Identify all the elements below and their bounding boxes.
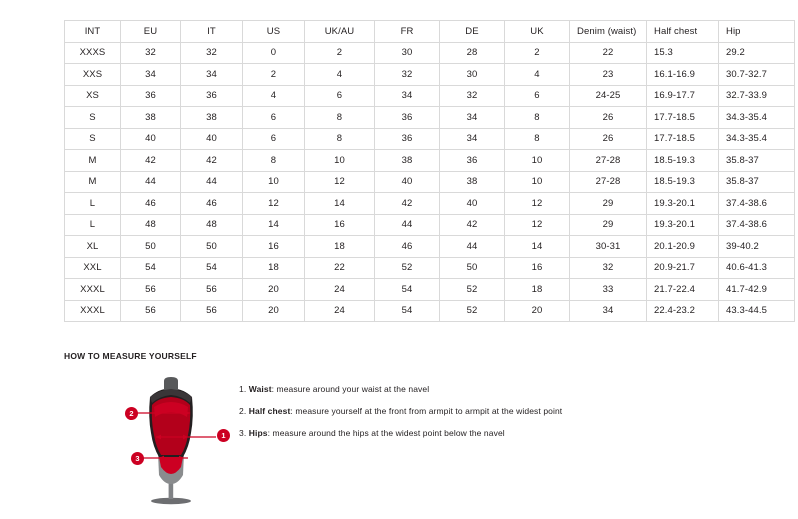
cell-fr: 52 [375,257,440,279]
cell-eu: 34 [121,64,181,86]
table-row [65,42,795,64]
cell-us: 2 [243,64,305,86]
cell-it: 50 [181,236,243,258]
cell-int: XXL [65,257,121,279]
cell-ukau: 24 [305,279,375,301]
cell-half-chest: 21.7-22.4 [647,279,719,301]
cell-hip: 37.4-38.6 [719,193,795,215]
cell-de: 42 [440,214,505,236]
cell-eu: 32 [121,42,181,64]
table-row [65,300,795,322]
cell-half-chest: 20.9-21.7 [647,257,719,279]
cell-denim: 26 [570,128,647,150]
cell-ukau: 8 [305,128,375,150]
cell-it: 48 [181,214,243,236]
cell-half-chest: 19.3-20.1 [647,214,719,236]
cell-de: 32 [440,85,505,107]
cell-it: 40 [181,128,243,150]
cell-uk: 20 [505,300,570,322]
cell-it: 56 [181,279,243,301]
measure-bullet-1: 1 [217,429,230,442]
cell-int: M [65,150,121,172]
cell-it: 38 [181,107,243,129]
column-header-int: INT [65,21,121,43]
table-row [65,85,795,107]
cell-ukau: 2 [305,42,375,64]
cell-fr: 36 [375,128,440,150]
table-row [65,214,795,236]
cell-hip: 41.7-42.9 [719,279,795,301]
table-row [65,193,795,215]
cell-hip: 37.4-38.6 [719,214,795,236]
column-header-half-chest: Half chest [647,21,719,43]
instruction-number-2: 2. [239,406,247,416]
column-header-us: US [243,21,305,43]
cell-de: 28 [440,42,505,64]
cell-fr: 40 [375,171,440,193]
cell-us: 6 [243,128,305,150]
mannequin-illustration [104,375,239,505]
table-row [65,279,795,301]
cell-us: 12 [243,193,305,215]
cell-us: 14 [243,214,305,236]
size-chart-container [64,20,768,322]
cell-int: S [65,128,121,150]
cell-it: 36 [181,85,243,107]
cell-uk: 14 [505,236,570,258]
cell-uk: 8 [505,128,570,150]
cell-ukau: 22 [305,257,375,279]
cell-de: 36 [440,150,505,172]
cell-de: 50 [440,257,505,279]
instruction-text-half-chest: : measure yourself at the front from armpit to armpit at the widest point [290,406,563,416]
cell-hip: 29.2 [719,42,795,64]
cell-eu: 56 [121,279,181,301]
cell-eu: 54 [121,257,181,279]
cell-denim: 26 [570,107,647,129]
cell-fr: 38 [375,150,440,172]
cell-uk: 16 [505,257,570,279]
cell-hip: 34.3-35.4 [719,128,795,150]
cell-eu: 50 [121,236,181,258]
cell-de: 38 [440,171,505,193]
cell-ukau: 8 [305,107,375,129]
cell-us: 18 [243,257,305,279]
instruction-text-hips: : measure around the hips at the widest point below the navel [267,428,505,438]
instruction-term-waist: Waist [248,384,272,394]
cell-it: 56 [181,300,243,322]
cell-eu: 38 [121,107,181,129]
cell-denim: 27-28 [570,171,647,193]
cell-int: L [65,193,121,215]
cell-de: 52 [440,300,505,322]
cell-eu: 46 [121,193,181,215]
cell-us: 20 [243,300,305,322]
cell-half-chest: 17.7-18.5 [647,107,719,129]
how-to-measure-body [64,375,734,505]
how-to-measure-section [64,351,734,505]
cell-de: 34 [440,128,505,150]
table-row [65,171,795,193]
cell-denim: 34 [570,300,647,322]
cell-hip: 39-40.2 [719,236,795,258]
cell-de: 52 [440,279,505,301]
cell-denim: 32 [570,257,647,279]
instruction-number-3: 3. [239,428,247,438]
measure-instruction-half-chest [239,406,709,417]
cell-denim: 29 [570,214,647,236]
cell-it: 32 [181,42,243,64]
how-to-measure-title: HOW TO MEASURE YOURSELF [64,351,197,361]
cell-de: 30 [440,64,505,86]
cell-hip: 43.3-44.5 [719,300,795,322]
measure-bullet-3: 3 [131,452,144,465]
cell-uk: 4 [505,64,570,86]
cell-fr: 42 [375,193,440,215]
cell-int: L [65,214,121,236]
cell-eu: 56 [121,300,181,322]
cell-ukau: 14 [305,193,375,215]
cell-fr: 34 [375,85,440,107]
cell-it: 44 [181,171,243,193]
cell-it: 42 [181,150,243,172]
cell-denim: 33 [570,279,647,301]
cell-hip: 35.8-37 [719,150,795,172]
cell-de: 40 [440,193,505,215]
cell-us: 8 [243,150,305,172]
table-row [65,64,795,86]
cell-ukau: 18 [305,236,375,258]
measure-instructions-list [239,384,709,450]
cell-fr: 54 [375,279,440,301]
instruction-text-waist: : measure around your waist at the navel [271,384,430,394]
cell-int: S [65,107,121,129]
cell-us: 16 [243,236,305,258]
cell-us: 0 [243,42,305,64]
cell-us: 20 [243,279,305,301]
cell-uk: 8 [505,107,570,129]
cell-half-chest: 16.9-17.7 [647,85,719,107]
table-row [65,107,795,129]
cell-eu: 44 [121,171,181,193]
cell-half-chest: 16.1-16.9 [647,64,719,86]
cell-it: 34 [181,64,243,86]
cell-us: 6 [243,107,305,129]
cell-fr: 32 [375,64,440,86]
cell-it: 46 [181,193,243,215]
column-header-uk: UK [505,21,570,43]
cell-ukau: 4 [305,64,375,86]
cell-denim: 24-25 [570,85,647,107]
cell-denim: 23 [570,64,647,86]
cell-fr: 44 [375,214,440,236]
column-header-hip: Hip [719,21,795,43]
cell-uk: 18 [505,279,570,301]
cell-denim: 27-28 [570,150,647,172]
cell-int: XXXS [65,42,121,64]
cell-eu: 40 [121,128,181,150]
cell-int: XS [65,85,121,107]
instruction-term-hips: Hips [248,428,268,438]
column-header-ukau: UK/AU [305,21,375,43]
column-header-de: DE [440,21,505,43]
cell-half-chest: 22.4-23.2 [647,300,719,322]
cell-int: M [65,171,121,193]
cell-ukau: 10 [305,150,375,172]
cell-int: XXXL [65,279,121,301]
cell-de: 44 [440,236,505,258]
cell-hip: 40.6-41.3 [719,257,795,279]
cell-uk: 10 [505,171,570,193]
cell-fr: 46 [375,236,440,258]
table-row [65,128,795,150]
cell-fr: 36 [375,107,440,129]
cell-us: 10 [243,171,305,193]
cell-int: XXXL [65,300,121,322]
column-header-denim-waist: Denim (waist) [570,21,647,43]
cell-half-chest: 17.7-18.5 [647,128,719,150]
cell-ukau: 16 [305,214,375,236]
table-row [65,150,795,172]
cell-hip: 32.7-33.9 [719,85,795,107]
measure-instruction-waist [239,384,709,395]
cell-ukau: 12 [305,171,375,193]
cell-hip: 34.3-35.4 [719,107,795,129]
cell-half-chest: 18.5-19.3 [647,150,719,172]
measure-bullet-2: 2 [125,407,138,420]
instruction-term-half-chest: Half chest [248,406,291,416]
cell-half-chest: 15.3 [647,42,719,64]
cell-us: 4 [243,85,305,107]
cell-uk: 2 [505,42,570,64]
cell-uk: 12 [505,193,570,215]
cell-fr: 54 [375,300,440,322]
size-chart-table [64,20,795,322]
cell-uk: 10 [505,150,570,172]
table-row [65,236,795,258]
cell-half-chest: 20.1-20.9 [647,236,719,258]
cell-hip: 35.8-37 [719,171,795,193]
cell-uk: 6 [505,85,570,107]
cell-eu: 36 [121,85,181,107]
cell-denim: 29 [570,193,647,215]
cell-half-chest: 18.5-19.3 [647,171,719,193]
column-header-eu: EU [121,21,181,43]
measure-instruction-hips [239,428,709,439]
table-row [65,257,795,279]
cell-eu: 48 [121,214,181,236]
cell-half-chest: 19.3-20.1 [647,193,719,215]
column-header-fr: FR [375,21,440,43]
cell-de: 34 [440,107,505,129]
cell-ukau: 24 [305,300,375,322]
table-header-row [65,21,795,43]
cell-hip: 30.7-32.7 [719,64,795,86]
cell-eu: 42 [121,150,181,172]
cell-int: XL [65,236,121,258]
cell-fr: 30 [375,42,440,64]
instruction-number-1: 1. [239,384,247,394]
cell-uk: 12 [505,214,570,236]
cell-ukau: 6 [305,85,375,107]
cell-denim: 30-31 [570,236,647,258]
column-header-it: IT [181,21,243,43]
cell-it: 54 [181,257,243,279]
cell-int: XXS [65,64,121,86]
cell-denim: 22 [570,42,647,64]
